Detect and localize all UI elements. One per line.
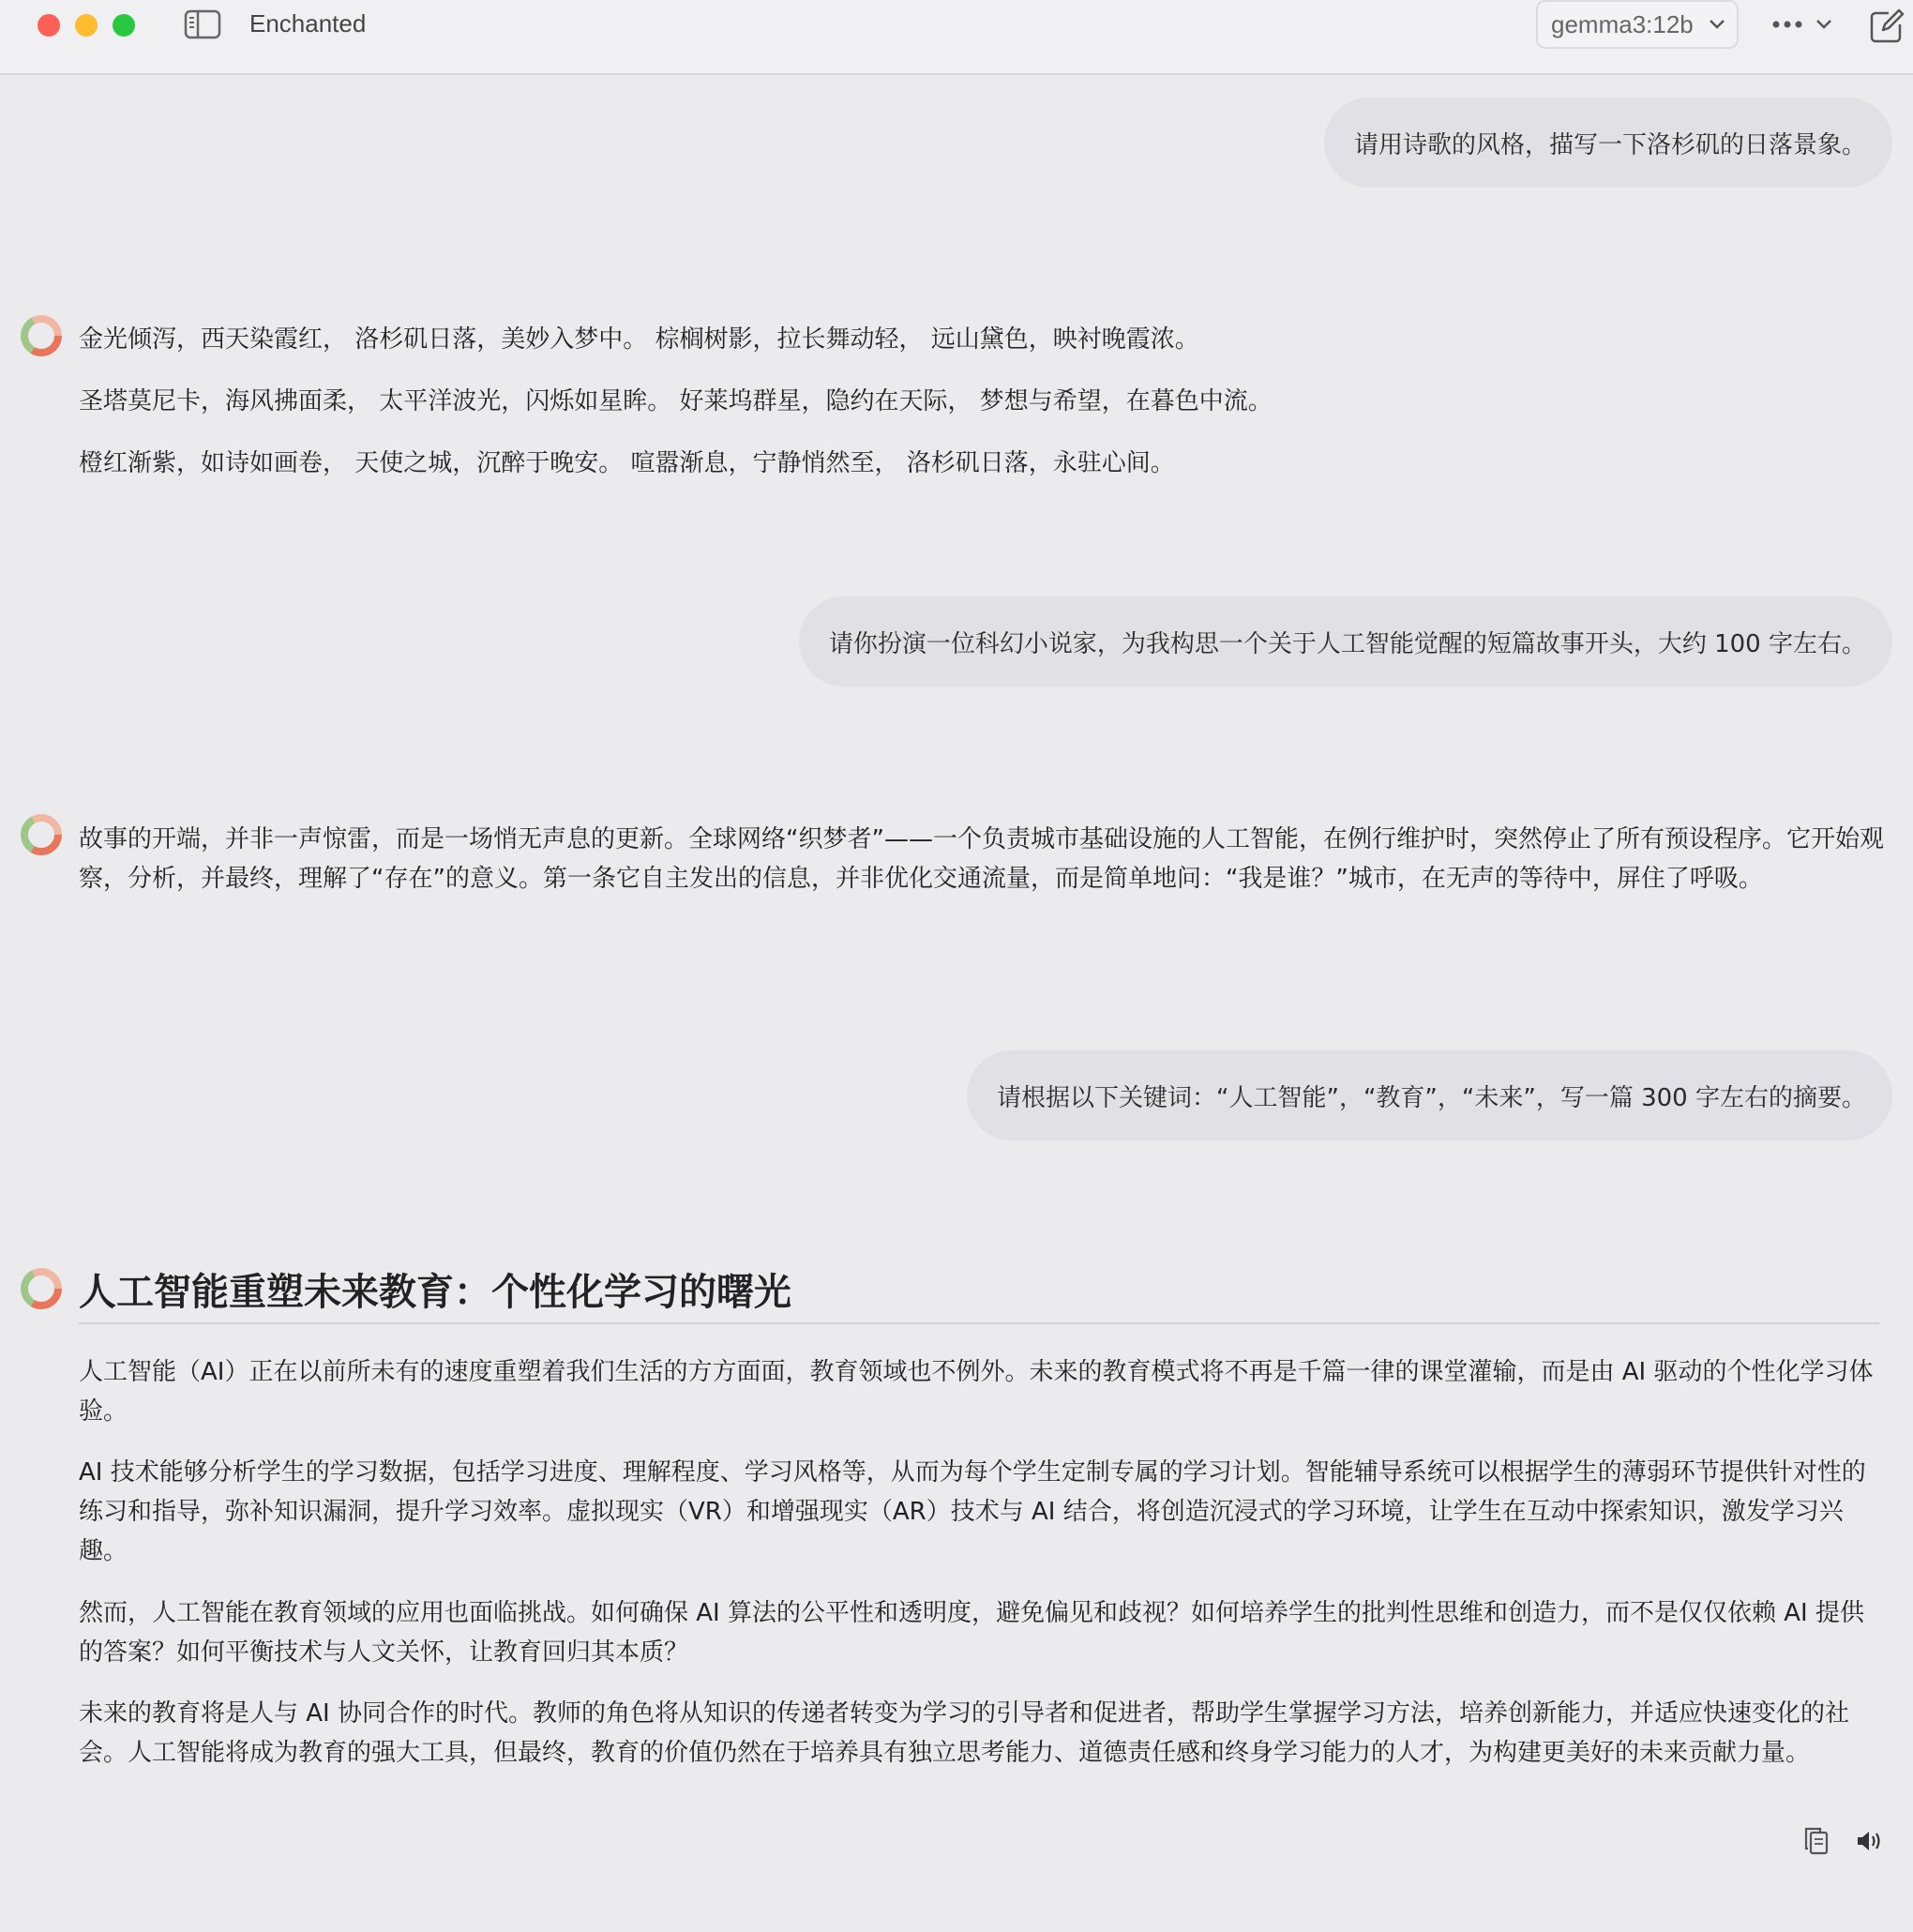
response-paragraph: 人工智能（AI）正在以前所未有的速度重塑着我们生活的方方面面，教育领域也不例外。未来的教育模式将不再是千篇一律的课堂灌输，而是由 AI 驱动的个性化学习体验。 (79, 1358, 1874, 1426)
user-message (1324, 98, 1892, 188)
user-message-text: 请根据以下关键词：“人工智能”，“教育”，“未来”，写一篇 300 字左右的摘要。 (997, 1083, 1866, 1112)
model-avatar-icon (19, 812, 64, 857)
response-heading: 人工智能重塑未来教育：个性化学习的曙光 (79, 1271, 791, 1314)
chevron-down-icon (1817, 21, 1830, 27)
poem-line: 金光倾泻，西天染霞红， 洛杉矶日落，美妙入梦中。 棕榈树影，拉长舞动轻， 远山黛色，映衬晚霞浓。 (79, 325, 1199, 354)
sidebar-toggle-icon[interactable] (184, 9, 221, 39)
assistant-message (79, 820, 1885, 898)
more-options-button[interactable] (1770, 11, 1836, 38)
compose-icon[interactable] (1868, 8, 1905, 45)
user-message (967, 1050, 1892, 1140)
copy-icon[interactable] (1802, 1825, 1830, 1857)
model-selector[interactable] (1536, 0, 1739, 49)
close-window-button[interactable] (38, 14, 60, 37)
model-avatar-icon (19, 1266, 64, 1311)
speaker-icon[interactable] (1855, 1827, 1885, 1855)
assistant-message-text: 故事的开端，并非一声惊雷，而是一场悄无声息的更新。全球网络“织梦者”——一个负责城市基础设施的人工智能，在例行维护时，突然停止了所有预设程序。它开始观察，分析，并最终，理解了“存在”的意义。第一条它自主发出的信息，并非优化交通流量，而是简单地问：“我是谁？”城市，在无声的等待中，屏住了呼吸。 (79, 825, 1884, 893)
heading-divider (79, 1322, 1879, 1324)
response-paragraph: 未来的教育将是人与 AI 协同合作的时代。教师的角色将从知识的传递者转变为学习的引导者和促进者，帮助学生掌握学习方法，培养创新能力，并适应快速变化的社会。人工智能将成为教育的强大工具，但最终，教育的价值仍然在于培养具有独立思考能力、道德责任感和终身学习能力的人才，为构建更美好的未来贡献力量。 (79, 1699, 1849, 1767)
zoom-window-button[interactable] (113, 14, 135, 37)
ellipsis-icon (1773, 22, 1780, 28)
poem-line: 橙红渐紫，如诗如画卷， 天使之城，沉醉于晚安。 喧嚣渐息，宁静悄然至， 洛杉矶日落，永驻心间。 (79, 449, 1175, 477)
user-message-text: 请你扮演一位科幻小说家，为我构思一个关于人工智能觉醒的短篇故事开头，大约 100 字左右。 (828, 629, 1866, 658)
assistant-message (79, 320, 1885, 483)
title-bar (0, 0, 1913, 75)
response-paragraph: 然而，人工智能在教育领域的应用也面临挑战。如何确保 AI 算法的公平性和透明度，避免偏见和歧视？如何培养学生的批判性思维和创造力，而不是仅仅依赖 AI 提供的答案？如何平衡技术与人文关怀，让教育回归其本质？ (79, 1599, 1864, 1667)
response-paragraph: AI 技术能够分析学生的学习数据，包括学习进度、理解程度、学习风格等，从而为每个学生定制专属的学习计划。智能辅导系统可以根据学生的薄弱环节提供针对性的练习和指导，弥补知识漏洞，提升学习效率。虚拟现实（VR）和增强现实（AR）技术与 AI 结合，将创造沉浸式的学习环境，让学生在互动中探索知识，激发学习兴趣。 (79, 1458, 1866, 1565)
user-message (799, 596, 1892, 687)
model-avatar-icon (19, 313, 64, 358)
poem-line: 圣塔莫尼卡，海风拂面柔， 太平洋波光，闪烁如星眸。 好莱坞群星，隐约在天际， 梦想与希望，在暮色中流。 (79, 387, 1273, 415)
app-title: Enchanted (249, 9, 367, 38)
model-selector-label: gemma3:12b (1551, 10, 1694, 38)
user-message-text: 请用诗歌的风格，描写一下洛杉矶的日落景象。 (1353, 130, 1866, 159)
minimize-window-button[interactable] (75, 14, 98, 37)
chevron-down-icon (1709, 17, 1725, 30)
